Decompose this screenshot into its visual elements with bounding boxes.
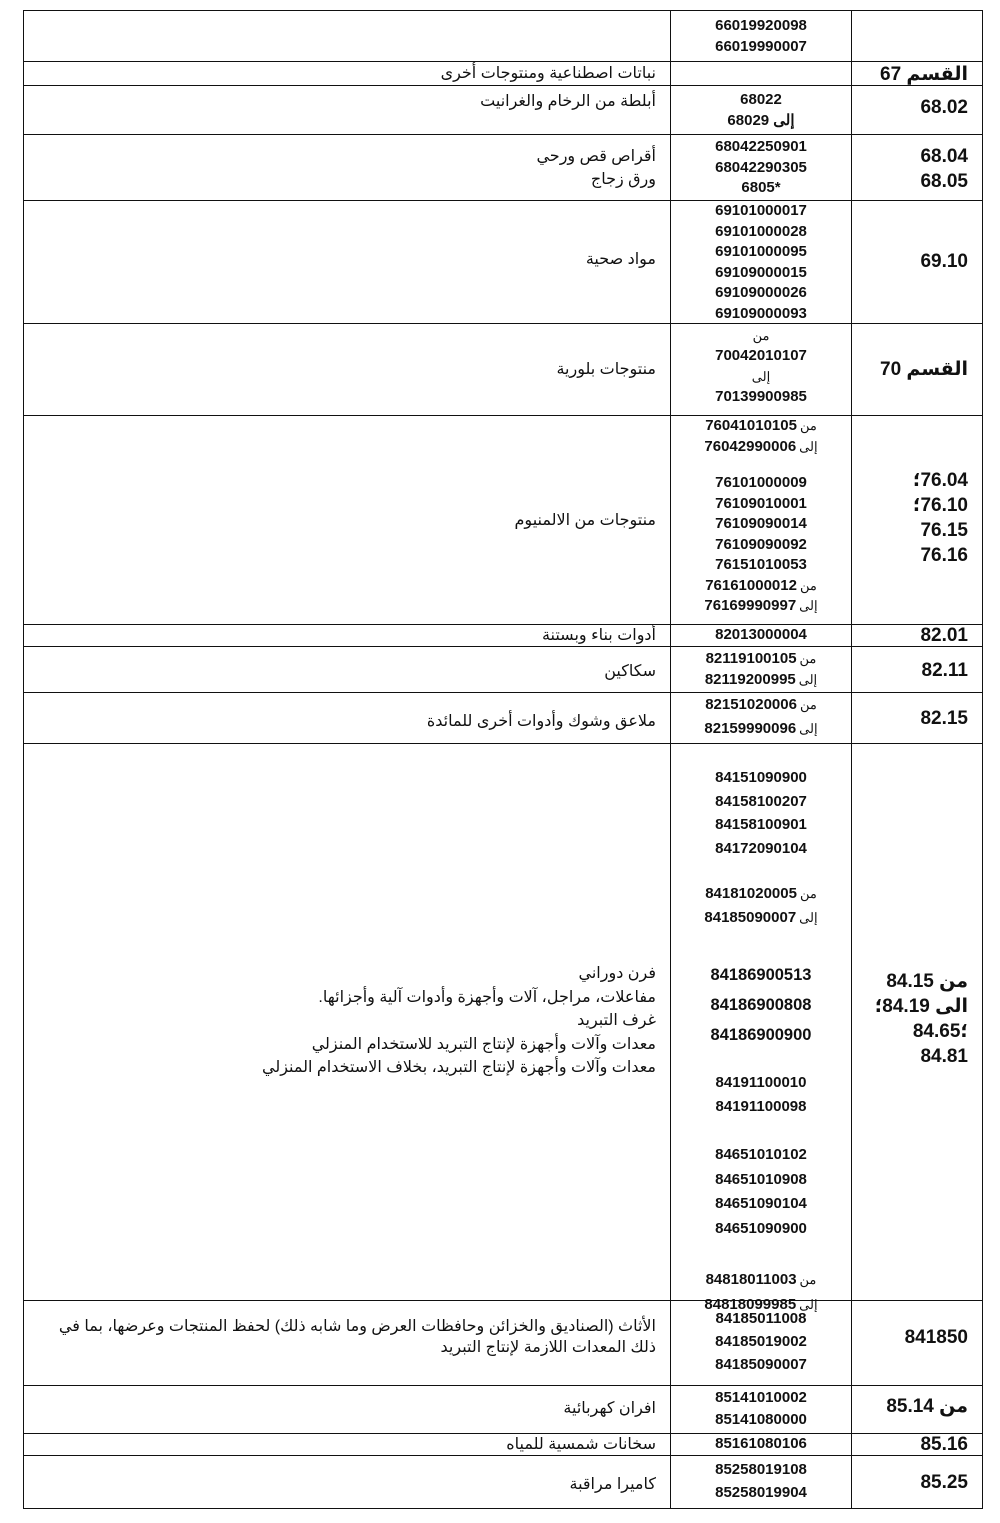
heading-cell [852, 647, 982, 693]
code-line: 76109090092 [715, 535, 807, 553]
code-line: 85258019108 [715, 1461, 807, 1478]
codes-cell [671, 625, 852, 647]
heading-line: 84.81 [920, 1046, 968, 1067]
heading-line: 82.15 [920, 708, 968, 729]
code-line: 84818099985 [704, 1296, 797, 1313]
code-line: 76041010105 [705, 417, 797, 434]
heading-line: 76.10؛ [912, 495, 968, 516]
codes-cell [671, 1301, 852, 1386]
codes-cell [671, 62, 852, 86]
description-line: أدوات بناء وبستنة [541, 627, 656, 644]
code-line: 84818011003 [705, 1271, 797, 1288]
code-range-word: إلى [751, 368, 771, 384]
heading-line: من 85.14 [886, 1396, 968, 1417]
code-range-word: إلى [799, 720, 818, 736]
description-cell [24, 647, 671, 693]
description-line: فرن دوراني [578, 965, 656, 982]
description-cell [24, 86, 671, 135]
heading-cell [852, 416, 982, 625]
code-range-word: إلى [799, 910, 818, 925]
heading-cell [852, 744, 982, 1301]
heading-line: القسم 67 [880, 64, 968, 85]
heading-line: 82.11 [921, 660, 968, 681]
heading-cell [852, 1301, 982, 1386]
code-line: 76109010001 [715, 494, 807, 512]
heading-line: 76.15 [920, 520, 968, 541]
table-row [23, 1433, 983, 1456]
code-line: 69109000093 [715, 304, 807, 322]
heading-line: 69.10 [920, 251, 968, 272]
description-line: سكاكين [604, 663, 656, 680]
description-line: أقراص قص ورحي [536, 148, 656, 165]
code-line: 84651010908 [715, 1170, 807, 1188]
heading-line: 68.04 [920, 146, 968, 167]
code-line: 84186900900 [710, 1026, 812, 1044]
heading-line: القسم 70 [880, 359, 968, 380]
heading-line: 76.16 [920, 545, 968, 566]
code-line: 84185090007 [715, 1356, 807, 1373]
code-line: 85141080000 [715, 1411, 807, 1428]
code-line: 85141010002 [715, 1389, 807, 1406]
table-row [23, 1455, 983, 1509]
heading-line: 68.02 [920, 97, 968, 118]
code-line: 66019990007 [715, 37, 807, 55]
description-line: الأثاث (الصناديق والخزائن وحافظات العرض وما شابه ذلك) لحفظ المنتجات وعرضها، بما في ذلك المعدات اللازمة لإنتاج التبريد [58, 1318, 656, 1356]
heading-line: الى 84.19؛ [874, 996, 968, 1017]
table-row [23, 415, 983, 625]
code-line: 84181020005 [705, 885, 797, 902]
description-line: أبلطة من الرخام والغرانيت [480, 93, 656, 110]
description-cell [24, 744, 671, 1301]
description-cell [24, 625, 671, 647]
code-line: 82119200995 [704, 670, 796, 688]
table-row [23, 10, 983, 62]
code-line: 68042250901 [715, 138, 807, 155]
heading-line: ؛84.65 [912, 1021, 968, 1042]
code-line: 76161000012 [705, 576, 797, 594]
code-range-word: إلى [799, 438, 818, 454]
heading-line: 68.05 [920, 171, 968, 192]
code-range-word: من [799, 651, 817, 666]
code-range-word: من [799, 886, 817, 901]
code-line: 66019920098 [715, 17, 807, 34]
description-line: منتوجات من الالمنيوم [514, 512, 656, 529]
code-line: 69101000017 [715, 202, 807, 219]
code-line: 69109000015 [715, 263, 807, 281]
code-range-word: من [752, 328, 770, 343]
table-row [23, 200, 983, 324]
code-line: 82013000004 [715, 626, 807, 643]
heading-cell [852, 62, 982, 86]
description-line: مفاعلات، مراجل، آلات وأجهزة وأدوات آلية وأجزائها. [318, 988, 656, 1006]
description-cell [24, 62, 671, 86]
code-line: 68022 [740, 91, 782, 108]
code-line: 84191100098 [715, 1098, 807, 1115]
description-cell [24, 1434, 671, 1456]
code-line: 84191100010 [715, 1074, 807, 1091]
code-line: 76151010053 [715, 556, 807, 573]
table-row [23, 134, 983, 201]
heading-cell [852, 625, 982, 647]
description-line: ورق زجاج [590, 171, 656, 188]
code-range-word: من [799, 1272, 817, 1287]
code-line: 85161080106 [715, 1435, 807, 1452]
code-line: 76109090014 [715, 515, 807, 532]
code-range-word: إلى [798, 671, 818, 687]
table-row [23, 646, 983, 693]
code-line: 84186900808 [710, 996, 812, 1014]
heading-cell [852, 324, 982, 416]
code-range-word: إلى [799, 598, 818, 613]
description-cell [24, 1301, 671, 1386]
description-line: منتوجات بلورية [556, 361, 656, 378]
codes-cell [671, 201, 852, 324]
description-line: معدات وآلات وأجهزة لإنتاج التبريد، بخلاف الاستخدام المنزلي [262, 1059, 656, 1076]
table-row [23, 1300, 983, 1386]
codes-cell [671, 1386, 852, 1434]
description-cell [24, 135, 671, 201]
heading-line: من 84.15 [886, 971, 968, 992]
table-row [23, 624, 983, 647]
code-range-word: إلى [799, 1297, 818, 1312]
codes-cell [671, 647, 852, 693]
table-row [23, 61, 983, 86]
code-line: 84651090900 [715, 1219, 807, 1237]
code-line: 82159990096 [704, 719, 797, 737]
code-line: 76101000009 [715, 474, 807, 491]
code-line: 82119100105 [705, 650, 797, 667]
code-line: إلى 68029 [727, 111, 795, 129]
description-line: معدات وآلات وأجهزة لإنتاج التبريد للاستخدام المنزلي [311, 1035, 656, 1053]
heading-cell [852, 11, 982, 62]
description-line: غرف التبريد [577, 1012, 656, 1029]
code-line: 84158100207 [715, 792, 807, 810]
codes-cell [671, 416, 852, 625]
table-row [23, 692, 983, 744]
heading-line: 76.04؛ [912, 470, 968, 491]
table-row [23, 323, 983, 416]
description-cell [24, 1456, 671, 1508]
code-line: 84185011008 [715, 1310, 807, 1327]
code-range-word: من [799, 418, 817, 433]
description-cell [24, 416, 671, 625]
code-line: 82151020006 [705, 696, 797, 713]
heading-cell [852, 135, 982, 201]
codes-cell [671, 693, 852, 744]
heading-line: 85.16 [920, 1434, 968, 1455]
codes-cell [671, 135, 852, 201]
description-cell [24, 693, 671, 744]
heading-line: 841850 [904, 1327, 968, 1348]
codes-cell [671, 11, 852, 62]
code-line: 85258019904 [715, 1484, 807, 1501]
code-range-word: من [799, 577, 817, 593]
code-line: 76042990006 [704, 437, 797, 455]
table-row [23, 743, 983, 1313]
codes-cell [671, 1456, 852, 1508]
heading-cell [852, 1386, 982, 1434]
heading-line: 82.01 [920, 625, 968, 646]
code-line: 68042290305 [715, 158, 807, 176]
table-row [23, 1385, 983, 1434]
code-line: 69109000026 [715, 284, 807, 301]
code-line: 6805* [741, 179, 781, 196]
description-line: ملاعق وشوك وأدوات أخرى للمائدة [426, 713, 656, 730]
code-line: 84158100901 [715, 816, 807, 833]
code-line: 84651010102 [715, 1146, 807, 1163]
description-cell [24, 324, 671, 416]
heading-cell [852, 86, 982, 135]
description-line: مواد صحية [585, 251, 656, 268]
code-line: 84185090007 [704, 909, 797, 926]
code-line: 70139900985 [715, 387, 807, 405]
code-range-word: من [799, 697, 817, 712]
heading-line: 85.25 [920, 1472, 968, 1493]
code-line: 84186900513 [710, 966, 812, 984]
code-line: 70042010107 [715, 347, 807, 364]
description-line: نباتات اصطناعية ومنتوجات أخرى [440, 65, 656, 82]
heading-cell [852, 1434, 982, 1456]
code-line: 84185019002 [715, 1333, 807, 1350]
description-cell [24, 201, 671, 324]
code-line: 76169990997 [704, 597, 797, 614]
code-line: 84651090104 [715, 1195, 807, 1212]
codes-cell [671, 86, 852, 135]
heading-cell [852, 201, 982, 324]
heading-cell [852, 1456, 982, 1508]
code-line: 84172090104 [715, 839, 807, 857]
code-line: 69101000028 [715, 222, 807, 240]
code-line: 69101000095 [715, 243, 807, 260]
codes-cell [671, 324, 852, 416]
heading-cell [852, 693, 982, 744]
table-row [23, 85, 983, 135]
codes-cell [671, 1434, 852, 1456]
codes-cell [671, 744, 852, 1313]
code-line: 84151090900 [715, 769, 807, 786]
description-line: سخانات شمسية للمياه [506, 1436, 656, 1453]
description-cell [24, 1386, 671, 1434]
description-line: كاميرا مراقبة [569, 1476, 656, 1493]
description-cell [24, 11, 671, 62]
description-line: افران كهربائية [563, 1400, 656, 1417]
